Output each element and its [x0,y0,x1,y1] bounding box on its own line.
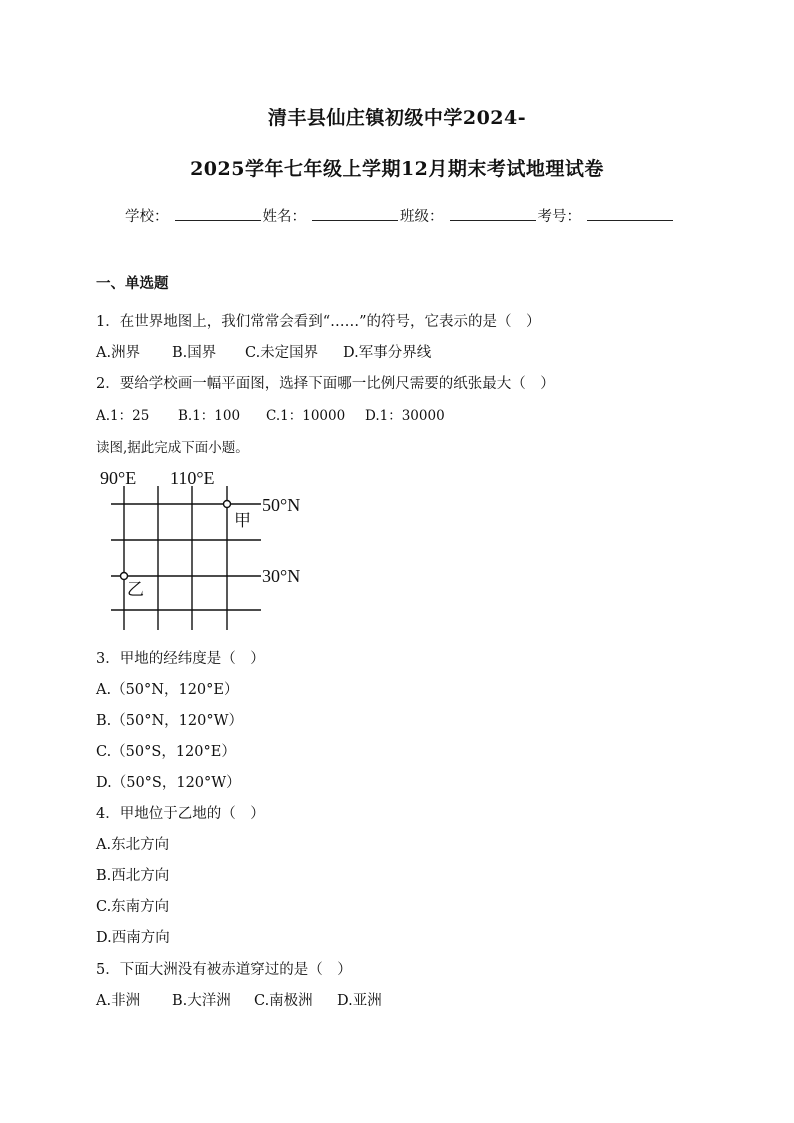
map-grid-lines [111,486,261,630]
question-1-options [96,341,431,362]
q3-option-a[interactable]: A.（50°N，120°E） [96,682,239,698]
question-4-stem: 4．甲地位于乙地的（ ） [96,806,265,822]
point-yi-marker [121,573,128,580]
question-3-stem: 3．甲地的经纬度是（ ） [96,651,265,667]
class-blank[interactable] [450,206,536,221]
name-label: 姓名： [262,209,306,225]
q2-option-d[interactable]: D.1：30000 [365,408,445,424]
q2-option-b[interactable]: B.1：100 [178,408,241,424]
q5-option-a[interactable]: A.非洲 [96,993,141,1009]
q4-option-a[interactable]: A.东北方向 [96,837,170,853]
q3-option-b[interactable]: B.（50°N，120°W） [96,713,243,729]
q1-option-a[interactable]: A.洲界 [96,345,141,361]
q4-option-b[interactable]: B.西北方向 [96,868,170,884]
q4-option-d[interactable]: D.西南方向 [96,930,170,946]
q3-option-d[interactable]: D.（50°S，120°W） [96,775,241,791]
label-lon-left: 90°E [100,468,137,488]
q2-option-a[interactable]: A.1：25 [96,408,150,424]
label-lat-bottom: 30°N [262,566,301,586]
q1-option-c[interactable]: C.未定国界 [245,345,319,361]
section-heading: 一、单选题 [96,275,169,292]
label-lon-right: 110°E [170,468,215,488]
q2-option-c[interactable]: C.1：10000 [266,408,346,424]
school-blank[interactable] [175,206,261,221]
q4-option-c[interactable]: C.东南方向 [96,899,170,915]
latitude-longitude-grid-map [96,464,326,630]
q5-option-b[interactable]: B.大洋洲 [172,993,231,1009]
reading-prompt: 读图,据此完成下面小题。 [96,440,249,456]
q5-option-d[interactable]: D.亚洲 [337,993,382,1009]
exam-number-blank[interactable] [587,206,673,221]
student-info-row [125,205,675,226]
q1-option-b[interactable]: B.国界 [172,345,217,361]
question-2-options [96,404,445,424]
q1-option-d[interactable]: D.军事分界线 [343,345,432,361]
label-point-jia: 甲 [234,511,251,531]
exam-title-line-1: 清丰县仙庄镇初级中学2024- [267,107,527,129]
exam-title-line-2: 2025学年七年级上学期12月期末考试地理试卷 [190,158,604,180]
q5-option-c[interactable]: C.南极洲 [254,993,313,1009]
exam-number-label: 考号： [537,209,581,225]
class-label: 班级： [400,209,444,225]
school-label: 学校： [125,209,169,225]
question-5-options [96,989,382,1010]
question-5-stem: 5．下面大洲没有被赤道穿过的是（ ） [96,962,352,978]
name-blank[interactable] [312,206,398,221]
question-2-stem: 2．要给学校画一幅平面图，选择下面哪一比例尺需要的纸张最大（ ） [96,376,555,392]
label-lat-top: 50°N [262,495,301,515]
point-jia-marker [224,501,231,508]
question-1-stem: 1．在世界地图上，我们常常会看到“……”的符号，它表示的是（ ） [96,314,541,330]
label-point-yi: 乙 [127,580,144,600]
q3-option-c[interactable]: C.（50°S，120°E） [96,744,236,760]
